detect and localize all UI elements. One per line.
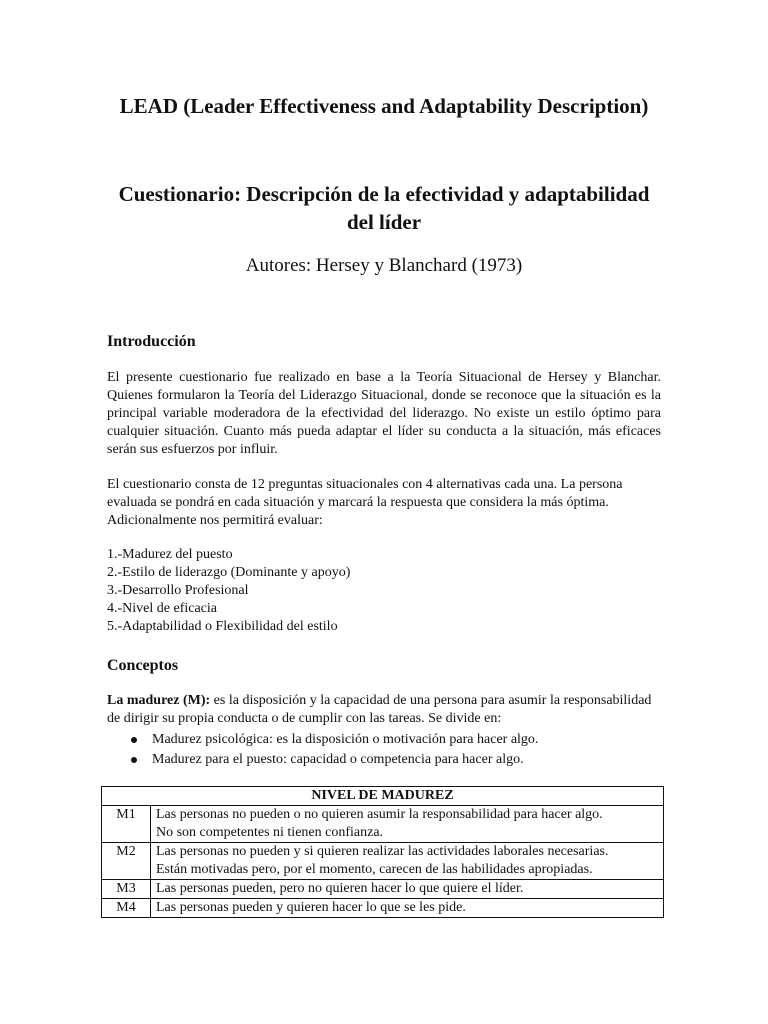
list-item: 2.-Estilo de liderazgo (Dominante y apoyo) xyxy=(107,565,351,580)
description-line: No son competentes ni tienen confianza. xyxy=(156,825,384,840)
table-row xyxy=(102,899,664,918)
bullet-item xyxy=(127,730,538,750)
level-code: M4 xyxy=(102,899,151,918)
table-row xyxy=(102,806,664,843)
description-line: Las personas pueden y quieren hacer lo que se les pide. xyxy=(156,900,466,915)
madurez-text: es la disposición y la capacidad de una persona para asumir la responsabilidad de dirigir su propia conducta o de cumplir con las tareas. Se divide en: xyxy=(107,693,652,726)
description-line: Las personas pueden, pero no quieren hacer lo que quiere el líder. xyxy=(156,881,524,896)
list-item: 5.-Adaptabilidad o Flexibilidad del estilo xyxy=(107,619,338,634)
document-title-english: LEAD (Leader Effectiveness and Adaptability Description) xyxy=(119,94,649,118)
list-item: 4.-Nivel de eficacia xyxy=(107,601,217,616)
level-description xyxy=(151,880,664,899)
bullet-text: Madurez para el puesto: capacidad o competencia para hacer algo. xyxy=(152,752,524,767)
madurez-definition xyxy=(107,692,661,728)
bullet-dot-icon xyxy=(131,757,137,763)
list-item: 3.-Desarrollo Profesional xyxy=(107,583,249,598)
table-header: NIVEL DE MADUREZ xyxy=(102,787,664,806)
maturity-level-table xyxy=(101,786,664,918)
table-row xyxy=(102,843,664,880)
level-description xyxy=(151,899,664,918)
evaluation-list xyxy=(107,546,350,636)
madurez-bullets xyxy=(127,730,538,770)
table-row xyxy=(102,880,664,899)
level-description xyxy=(151,806,664,843)
table-header-row xyxy=(102,787,664,806)
description-line: Están motivadas pero, por el momento, carecen de las habilidades apropiadas. xyxy=(156,862,593,877)
document-title-spanish: Cuestionario: Descripción de la efectividad y adaptabilidad del líder xyxy=(118,182,650,234)
level-code: M3 xyxy=(102,880,151,899)
intro-paragraph-1: El presente cuestionario fue realizado en base a la Teoría Situacional de Hersey y Blanchar. Quienes formularon la Teoría del Liderazgo Situacional, donde se reconoce que la situación es la principal variable moderadora de la efectividad del liderazgo. No existe un estilo óptimo para cualquier situación. Cuanto más pueda adaptar el líder su conducta a la situación, más eficaces serán sus esfuerzos por influir. xyxy=(107,370,661,457)
list-item: 1.-Madurez del puesto xyxy=(107,547,233,562)
level-code: M1 xyxy=(102,806,151,843)
level-code: M2 xyxy=(102,843,151,880)
madurez-term: La madurez (M): xyxy=(107,693,211,708)
description-line: Las personas no pueden o no quieren asumir la responsabilidad para hacer algo. xyxy=(156,807,603,822)
intro-heading: Introducción xyxy=(107,333,196,350)
concepts-heading: Conceptos xyxy=(107,657,179,674)
level-description xyxy=(151,843,664,880)
bullet-text: Madurez psicológica: es la disposición o motivación para hacer algo. xyxy=(152,732,539,747)
intro-paragraph-2: El cuestionario consta de 12 preguntas situacionales con 4 alternativas cada una. La persona evaluada se pondrá en cada situación y marcará la respuesta que considera la más óptima. Adicionalmente nos permitirá evaluar: xyxy=(107,477,623,528)
description-line: Las personas no pueden y si quieren realizar las actividades laborales necesarias. xyxy=(156,844,609,859)
bullet-item xyxy=(127,750,538,770)
bullet-dot-icon xyxy=(131,737,137,743)
authors-line: Autores: Hersey y Blanchard (1973) xyxy=(245,255,523,276)
